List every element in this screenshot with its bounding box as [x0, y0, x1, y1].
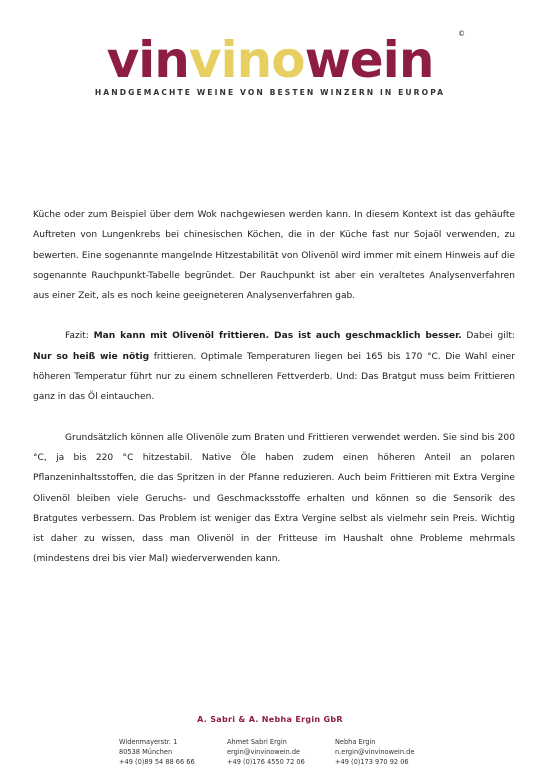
footer-address-phone: +49 (0)89 54 88 66 66: [119, 758, 195, 767]
paragraph-2: [33, 326, 515, 407]
footer-contact-phone: +49 (0)176 4550 72 06: [227, 758, 305, 767]
footer-contact-ahmet: [227, 737, 305, 768]
p2-bold-rule: Nur so heiß wie nötig: [33, 351, 150, 362]
p2-bold-conclusion: Man kann mit Olivenöl frittieren. Das ist auch geschmacklich besser.: [93, 331, 462, 342]
p2-mid: Dabei gilt:: [461, 331, 515, 342]
logo-part-vino: vino: [188, 31, 305, 89]
document-body: [33, 205, 515, 590]
footer-contact-email[interactable]: ergin@vinvinowein.de: [227, 748, 301, 757]
footer-contact-name: Ahmet Sabri Ergin: [227, 738, 287, 746]
footer-company-name: A. Sabri & A. Nebha Ergin GbR: [197, 715, 343, 724]
p2-lead: Fazit:: [65, 331, 94, 342]
footer-contact-phone: +49 (0)173 970 92 06: [335, 758, 409, 767]
tagline: HANDGEMACHTE WEINE VON BESTEN WINZERN IN EUROPA: [94, 88, 446, 97]
footer-contact-nebha: [335, 737, 414, 768]
footer-contact-name: Nebha Ergin: [335, 738, 376, 746]
brand-logo: [0, 32, 540, 88]
logo-part-vin: vin: [106, 31, 189, 89]
footer-contact-email[interactable]: n.ergin@vinvinowein.de: [335, 748, 415, 757]
footer-address-column: [119, 737, 195, 768]
paragraph-1: Küche oder zum Beispiel über dem Wok nachgewiesen werden kann. In diesem Kontext ist das gehäufte Auftreten von Lungenkrebs bei chinesischen Köchen, die in der Küche fast nur Sojaöl verwenden, zu bewerten. Eine sogenannte mangelnde Hitzestabilität von Olivenöl wird immer mit einem Hinweis auf die sogenannte Rauchpunkt-Tabelle begründet. Der Rauchpunkt ist aber ein veraltetes Analysenverfahren aus einer Zeit, als es noch keine geeigneteren Analysenverfahren gab.: [33, 210, 515, 302]
paragraph-3: Grundsätzlich können alle Olivenöle zum Braten und Frittieren verwendet werden. Sie sind bis 200 °C, ja bis 220 °C hitzestabil. Native Öle haben zudem einen höheren Anteil an polaren Pflanzeninhaltsstoffen, die das Spritzen in der Pfanne reduzieren. Auch beim Frittieren mit Extra Vergine Olivenöl bleiben viele Geruchs- und Geschmacksstoffe erhalten und können so die Sensorik des Bratgutes verbessern. Das Problem ist weniger das Extra Vergine selbst als vielmehr sein Preis. Wichtig ist daher zu wissen, dass man Olivenöl in der Fritteuse im Haushalt ohne Probleme mehrmals (mindestens drei bis vier Mal) wiederverwenden kann.: [33, 432, 515, 565]
p2-tail: frittieren. Optimale Temperaturen liegen bei 165 bis 170 °C. Die Wahl einer höheren Temperatur führt nur zu einem schnelleren Fettverderb. Und: Das Bratgut muss beim Frittieren ganz in das Öl eintauchen.: [33, 351, 515, 403]
footer-address-city: 80538 München: [119, 748, 173, 757]
logo-part-wein: wein: [304, 31, 434, 89]
footer-address-street: Widenmayerstr. 1: [119, 738, 178, 746]
registered-mark: ©: [458, 30, 465, 38]
